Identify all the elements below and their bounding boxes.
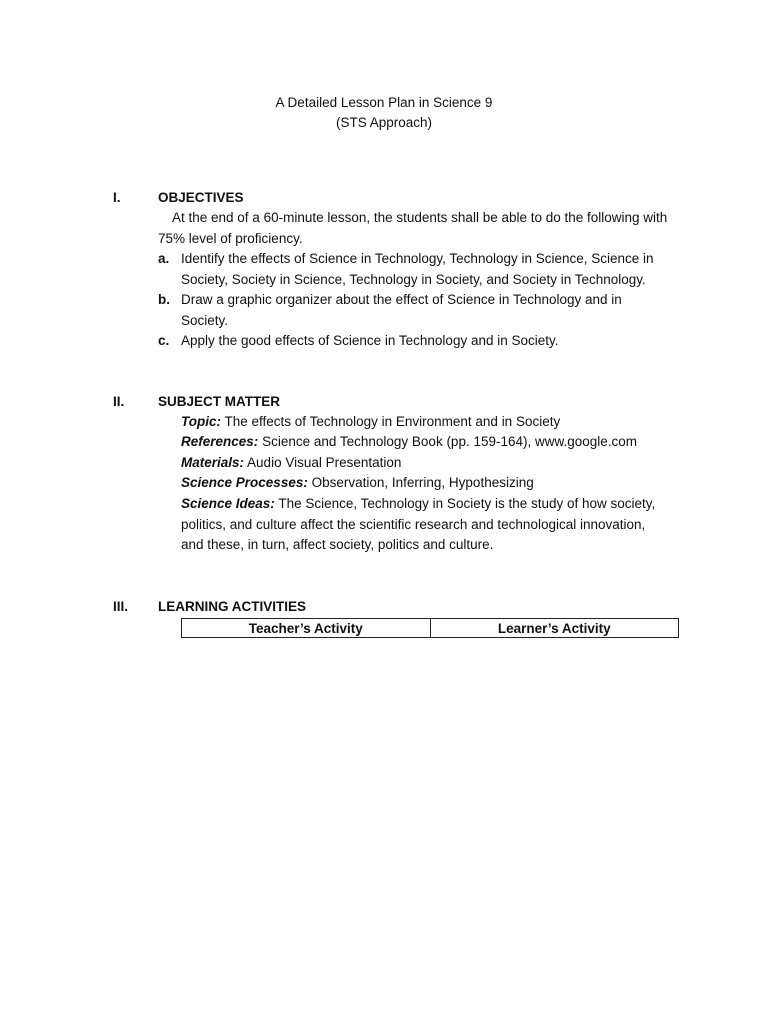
- teacher-activity-header: Teacher’s Activity: [182, 619, 431, 638]
- topic-label: Topic:: [181, 414, 221, 429]
- section-numeral-subject-matter: II.: [113, 394, 125, 409]
- list-marker: c.: [158, 333, 170, 348]
- objective-text: Draw a graphic organizer about the effect of Science in Technology and in Society.: [181, 292, 622, 328]
- section-heading-learning-activities: LEARNING ACTIVITIES: [158, 599, 307, 614]
- science-processes-field: [181, 473, 671, 494]
- science-processes-label: Science Processes:: [181, 475, 308, 490]
- materials-field: [181, 453, 671, 474]
- document-subtitle: (STS Approach): [335, 115, 433, 130]
- references-label: References:: [181, 434, 259, 449]
- topic-value: The effects of Technology in Environment and in Society: [224, 414, 561, 429]
- section-numeral-learning-activities: III.: [113, 599, 129, 614]
- topic-field: [181, 412, 671, 433]
- activities-table: [181, 618, 679, 638]
- section-numeral-objectives: I.: [113, 190, 121, 205]
- references-value: Science and Technology Book (pp. 159-164), www.google.com: [262, 434, 638, 449]
- science-ideas-value: The Science, Technology in Society is the study of how society, politics, and culture affect the scientific research and technological innovation, and these, in turn, affect society, politics and culture.: [181, 496, 656, 552]
- document-title: A Detailed Lesson Plan in Science 9: [275, 95, 493, 110]
- learner-activity-header: Learner’s Activity: [430, 619, 679, 638]
- materials-value: Audio Visual Presentation: [247, 455, 402, 470]
- objective-item-b: [158, 290, 668, 331]
- science-ideas-field: [181, 494, 671, 556]
- objectives-intro: At the end of a 60-minute lesson, the students shall be able to do the following with 75% level of proficiency.: [158, 210, 668, 246]
- section-heading-subject-matter: SUBJECT MATTER: [158, 394, 281, 409]
- list-marker: b.: [158, 292, 170, 307]
- materials-label: Materials:: [181, 455, 245, 470]
- section-heading-objectives: OBJECTIVES: [158, 190, 244, 205]
- objective-text: Apply the good effects of Science in Technology and in Society.: [181, 333, 559, 348]
- science-processes-value: Observation, Inferring, Hypothesizing: [311, 475, 534, 490]
- objective-text: Identify the effects of Science in Technology, Technology in Science, Science in Society, Society in Science, Technology in Society, and Society in Technology.: [181, 251, 654, 287]
- activities-table-header-row: [182, 619, 679, 638]
- science-ideas-label: Science Ideas:: [181, 496, 275, 511]
- objective-item-c: [158, 331, 668, 352]
- list-marker: a.: [158, 251, 170, 266]
- objective-item-a: [158, 249, 668, 290]
- references-field: [181, 432, 671, 453]
